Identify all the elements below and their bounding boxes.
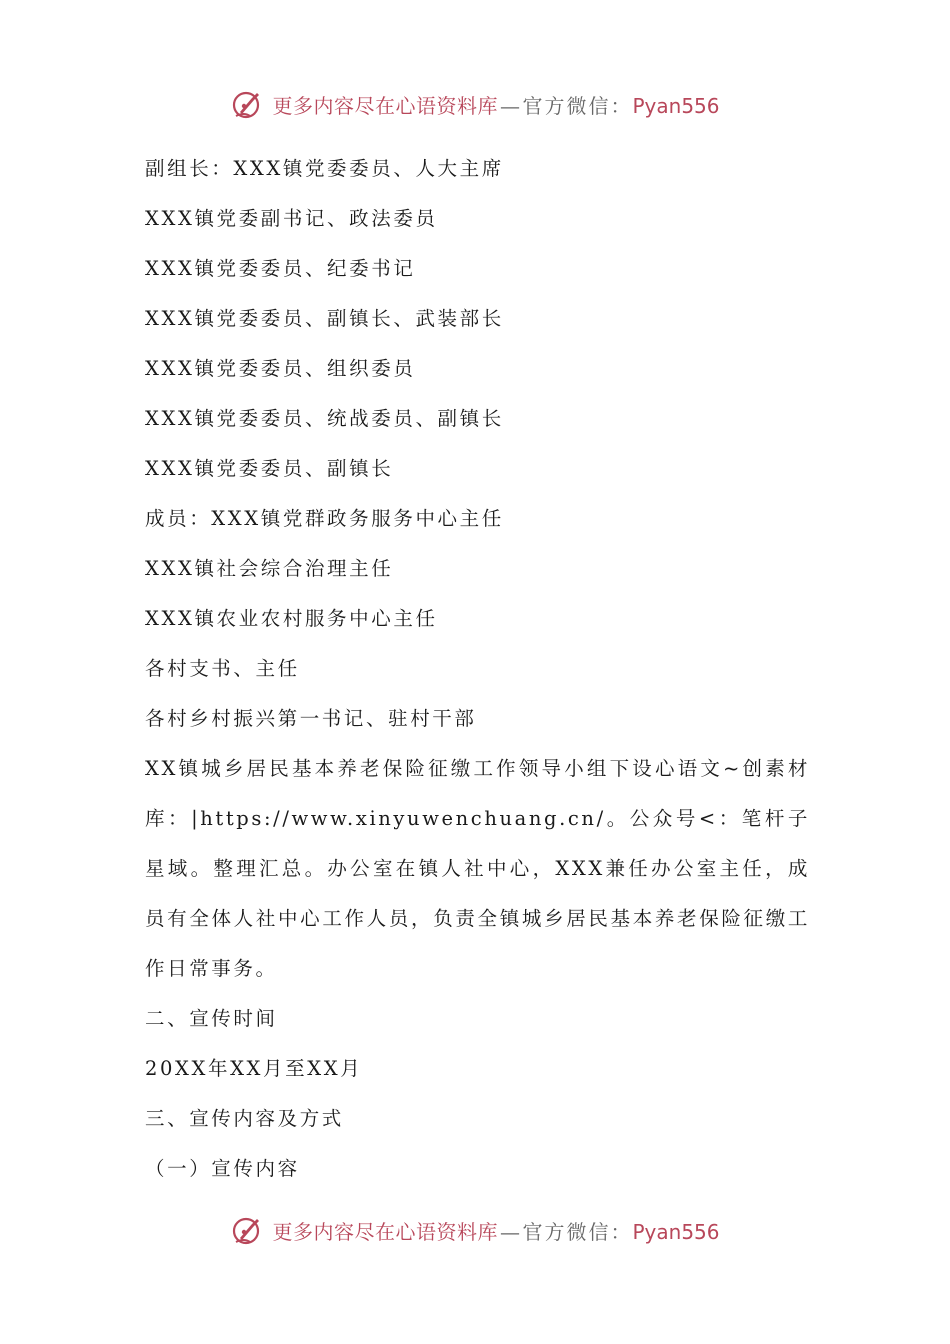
banner-dash: —: [499, 1219, 521, 1244]
text-line: 各村支书、主任: [145, 657, 300, 680]
text-line: XXX镇党委副书记、政法委员: [145, 207, 438, 230]
banner-wechat-id: Pyan556: [632, 93, 720, 118]
banner-main-text: 更多内容尽在心语资料库: [272, 1219, 498, 1244]
text-line: 各村乡村振兴第一书记、驻村干部: [145, 707, 477, 730]
banner-text: [272, 90, 719, 119]
banner-text: [272, 1216, 719, 1245]
banner-wechat-label: 官方微信：: [522, 93, 633, 118]
document-body: [145, 144, 810, 1194]
banner-dash: —: [499, 93, 521, 118]
text-line: XXX镇党委委员、副镇长: [145, 457, 394, 480]
text-line: XXX镇党委委员、副镇长、武装部长: [145, 307, 504, 330]
text-line: 成员：XXX镇党群政务服务中心主任: [145, 507, 504, 530]
section-heading: 二、宣传时间: [145, 1007, 278, 1030]
text-line: XXX镇社会综合治理主任: [145, 557, 394, 580]
subsection-heading: （一）宣传内容: [145, 1157, 300, 1180]
banner-main-text: 更多内容尽在心语资料库: [272, 93, 498, 118]
footer-banner: [0, 1208, 950, 1252]
section-heading: 三、宣传内容及方式: [145, 1107, 344, 1130]
banner-wechat-label: 官方微信：: [522, 1219, 633, 1244]
pen-logo-icon: [230, 1212, 266, 1248]
text-line: XXX镇党委委员、统战委员、副镇长: [145, 407, 504, 430]
header-banner: [0, 82, 950, 126]
text-line: 20XX年XX月至XX月: [145, 1057, 363, 1080]
text-line: 副组长：XXX镇党委委员、人大主席: [145, 157, 504, 180]
text-line: XXX镇党委委员、组织委员: [145, 357, 416, 380]
pen-logo-icon: [230, 86, 266, 122]
banner-wechat-id: Pyan556: [632, 1219, 720, 1244]
text-line: XXX镇党委委员、纪委书记: [145, 257, 416, 280]
text-line: XXX镇农业农村服务中心主任: [145, 607, 438, 630]
office-paragraph: XX镇城乡居民基本养老保险征缴工作领导小组下设心语文~创素材库：|https://www.xinyuwenchuang.cn/。公众号<：笔杆子星域。整理汇总。办公室在镇人社中心，XXX兼任办公室主任，成员有全体人社中心工作人员，负责全镇城乡居民基本养老保险征缴工作日常事务。: [145, 757, 810, 980]
